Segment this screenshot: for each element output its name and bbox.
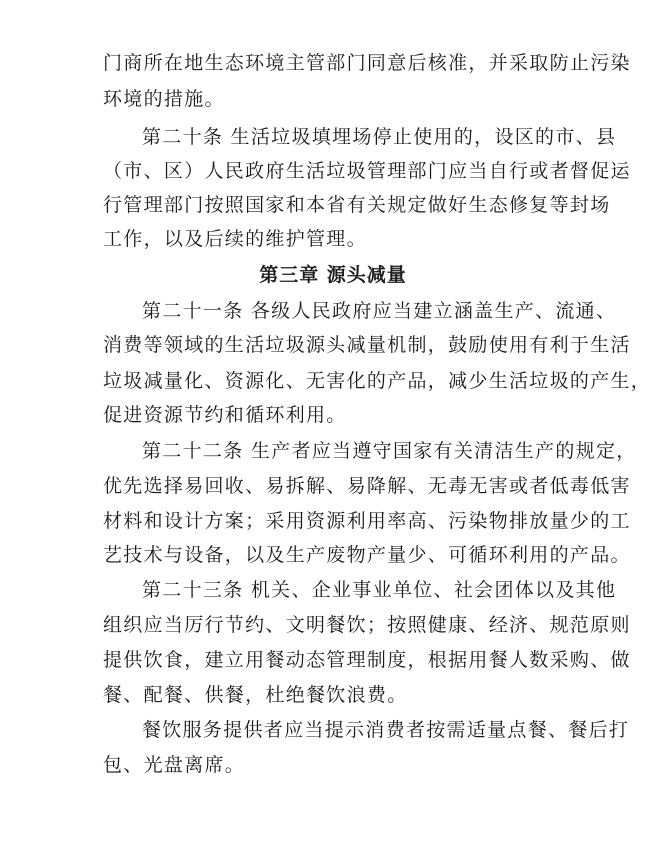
article-22-first-line: 第二十二条 生产者应当遵守国家有关清洁生产的规定， xyxy=(142,440,637,462)
text-line: 环境的措施。 xyxy=(103,88,225,110)
article-23-first-line: 第二十三条 机关、企业事业单位、社会团体以及其他 xyxy=(142,579,617,601)
text-line: 门商所在地生态环境主管部门同意后核准，并采取防止污染 xyxy=(103,52,631,74)
text-line: 促进资源节约和循环利用。 xyxy=(103,404,347,426)
text-line: 优先选择易回收、易拆解、易降解、无毒无害或者低毒低害 xyxy=(103,475,631,497)
text-line: 提供饮食，建立用餐动态管理制度，根据用餐人数采购、做 xyxy=(103,649,631,671)
text-line: 餐、配餐、供餐，杜绝餐饮浪费。 xyxy=(103,684,408,706)
text-line: 组织应当厉行节约、文明餐饮；按照健康、经济、规范原则 xyxy=(103,614,631,636)
paragraph-first-line: 餐饮服务提供者应当提示消费者按需适量点餐、餐后打 xyxy=(142,719,630,741)
article-20-first-line: 第二十条 生活垃圾填埋场停止使用的，设区的市、县 xyxy=(142,126,617,148)
text-line: 艺技术与设备，以及生产废物产量少、可循环利用的产品。 xyxy=(103,544,631,566)
chapter-heading: 第三章 源头减量 xyxy=(259,264,407,286)
text-line: 工作，以及后续的维护管理。 xyxy=(103,228,367,250)
text-line: 材料和设计方案；采用资源利用率高、污染物排放量少的工 xyxy=(103,510,631,532)
article-21-first-line: 第二十一条 各级人民政府应当建立涵盖生产、流通、 xyxy=(142,300,617,322)
text-line: 垃圾减量化、资源化、无害化的产品，减少生活垃圾的产生， xyxy=(103,370,652,392)
text-line: 行管理部门按照国家和本省有关规定做好生态修复等封场 xyxy=(103,194,611,216)
text-line: （市、区）人民政府生活垃圾管理部门应当自行或者督促运 xyxy=(103,160,631,182)
text-line: 包、光盘离席。 xyxy=(103,754,246,776)
text-line: 消费等领域的生活垃圾源头减量机制，鼓励使用有利于生活 xyxy=(103,334,631,356)
